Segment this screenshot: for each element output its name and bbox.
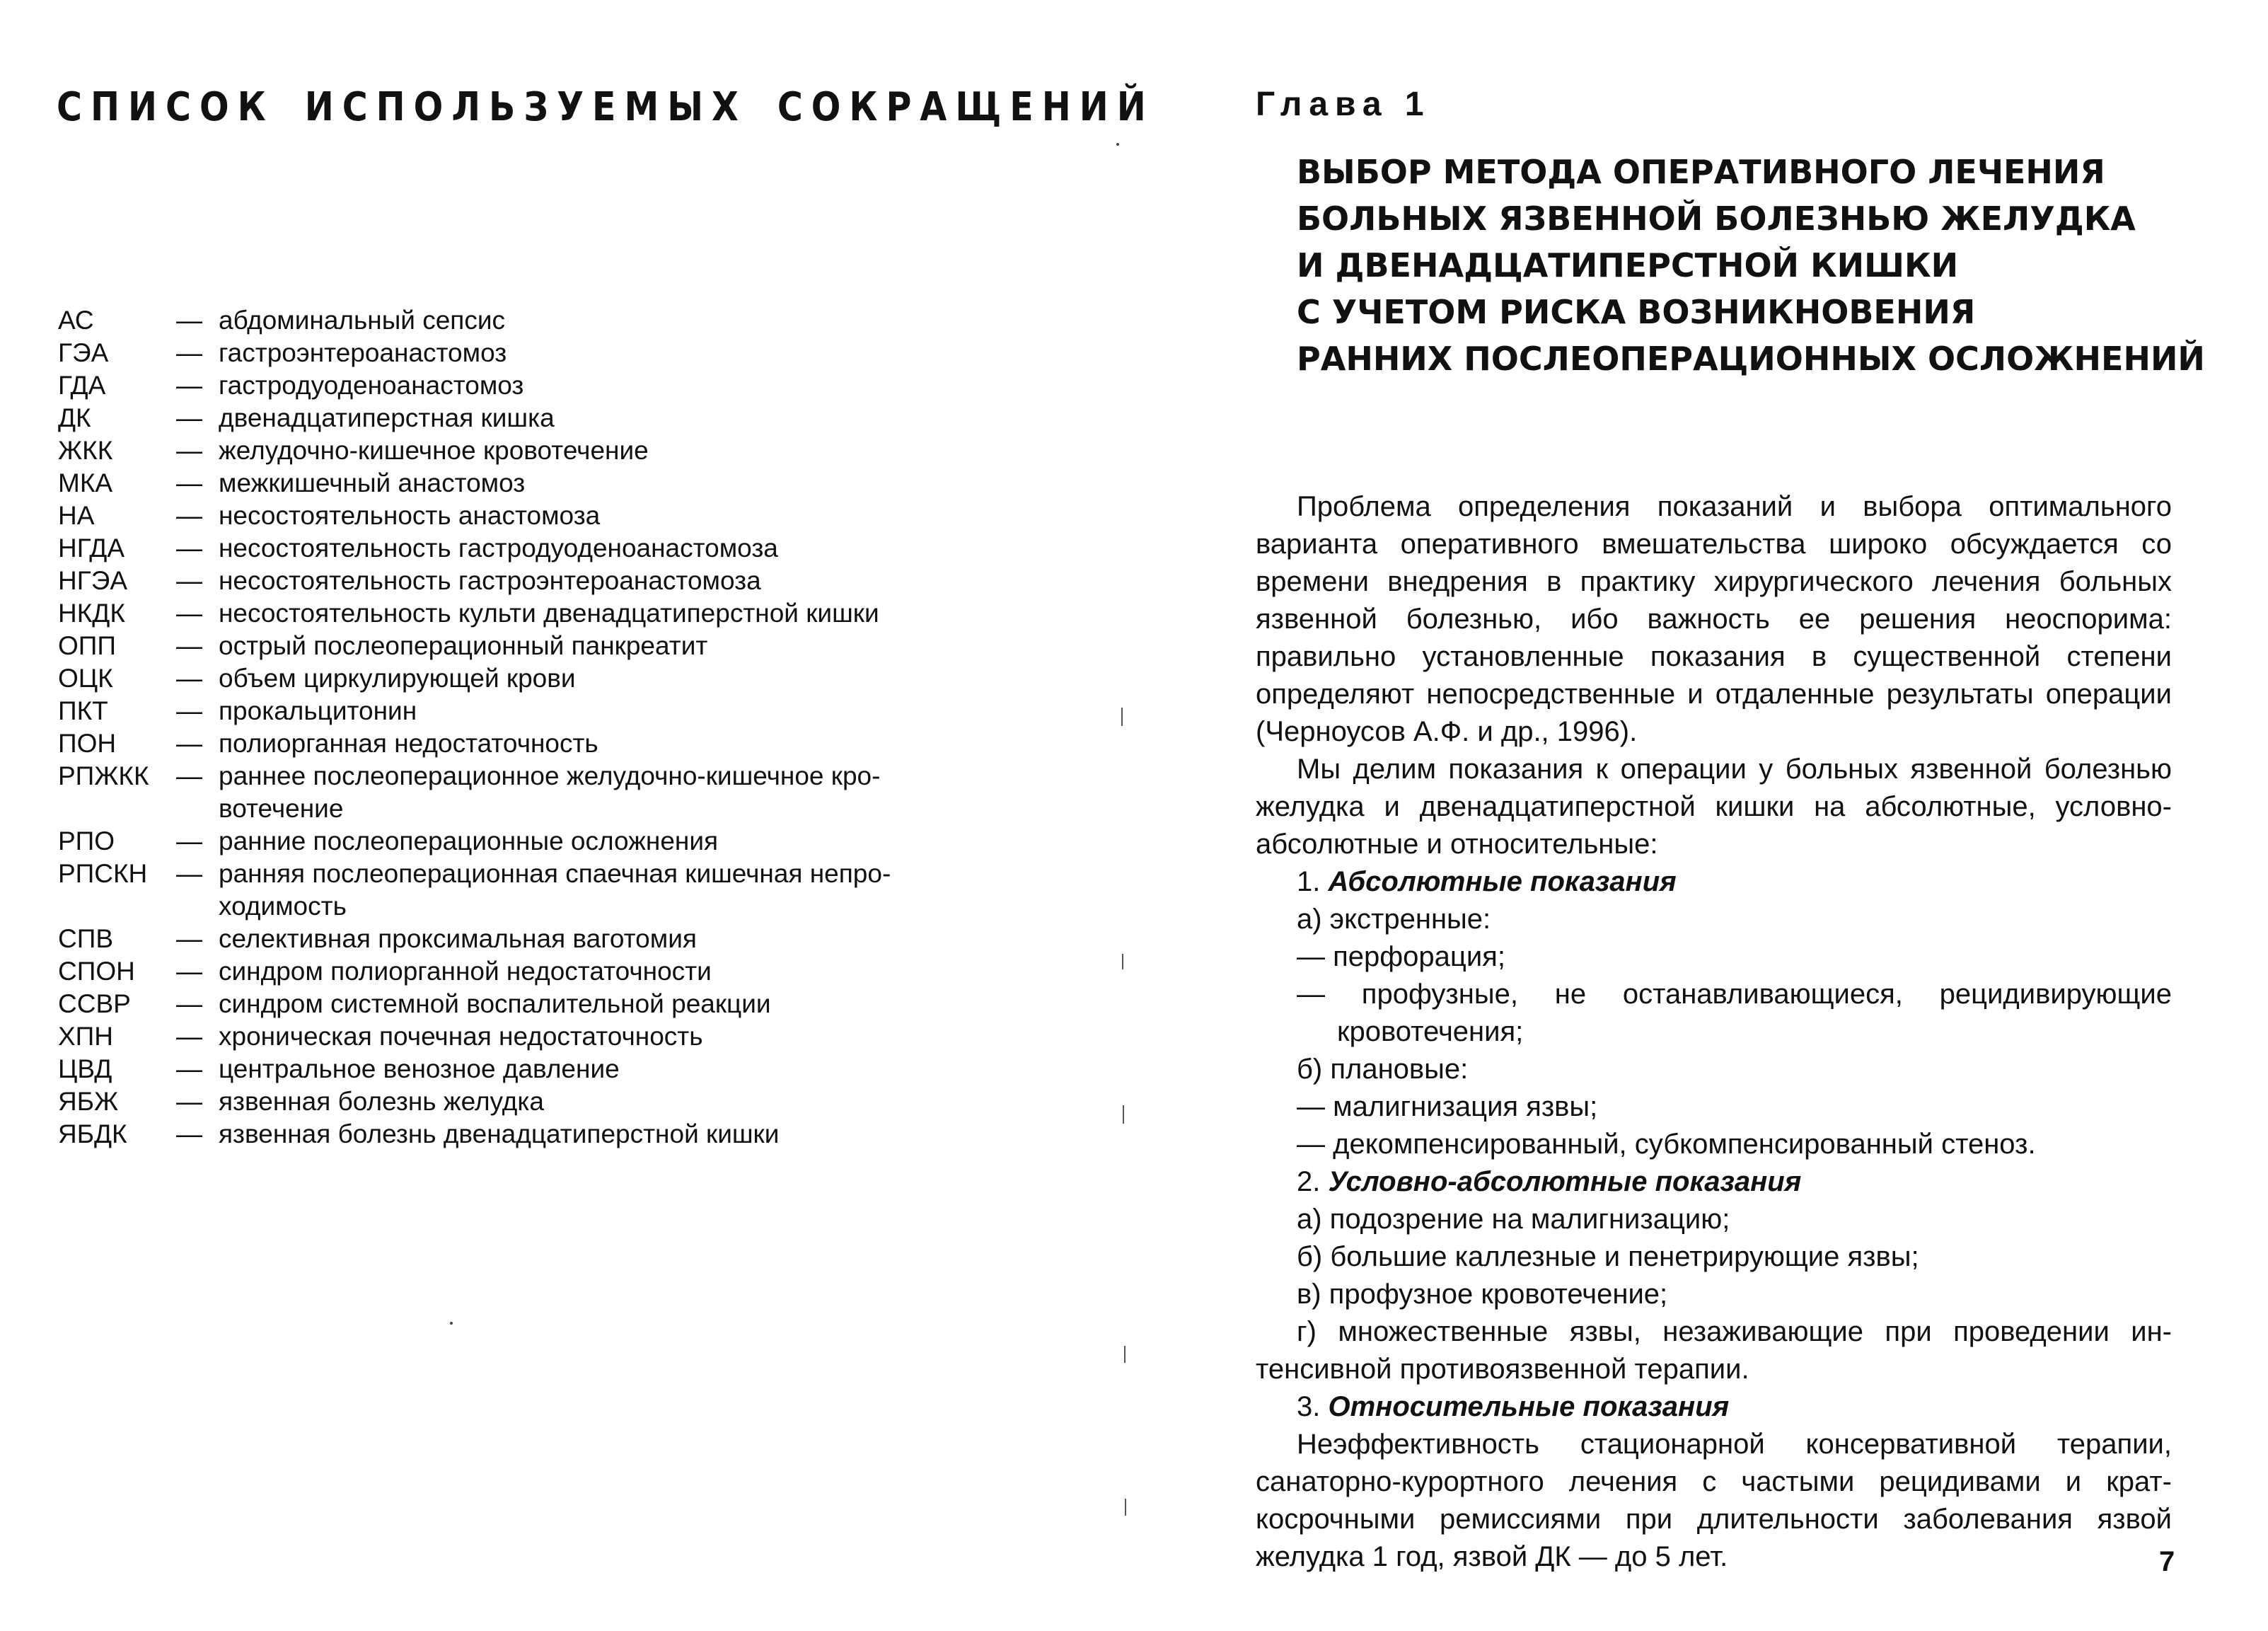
abbreviation-code: ЖКК — [58, 436, 113, 465]
abbreviation-code: ЯБЖ — [58, 1087, 119, 1116]
abbreviation-code: ГЭА — [58, 338, 109, 367]
abbreviation-row — [58, 727, 949, 760]
abbreviation-row — [58, 923, 949, 955]
abbreviation-row — [58, 988, 949, 1020]
abbreviation-dash: — — [176, 631, 202, 660]
abbreviation-definition — [219, 1020, 949, 1053]
abbreviation-dash: — — [176, 1022, 202, 1051]
abbreviation-dash: — — [176, 371, 202, 400]
abbreviation-code: ПКТ — [58, 696, 108, 725]
abbreviation-code: НА — [58, 501, 95, 530]
abbreviation-definition — [219, 597, 949, 630]
abbreviation-definition — [219, 825, 949, 858]
abbreviation-code: ССВР — [58, 989, 131, 1018]
gutter-mark — [1123, 1105, 1124, 1124]
abbreviation-definition — [219, 760, 949, 825]
abbreviation-definition — [219, 565, 949, 597]
abbreviation-dash: — — [176, 696, 202, 725]
abbreviation-definition — [219, 337, 949, 369]
chapter-title-line: ВЫБОР МЕТОДА ОПЕРАТИВНОГО ЛЕЧЕНИЯ — [1297, 153, 2105, 191]
abbreviation-definition — [219, 695, 949, 727]
abbreviation-definition — [219, 1085, 949, 1118]
section-1-a-item: — перфорация; — [1297, 941, 1505, 972]
abbreviation-dash: — — [176, 664, 202, 693]
section-1-b-item: — малигнизация язвы; — [1297, 1091, 1598, 1122]
abbreviation-definition-text: объем циркулирующей крови — [219, 664, 576, 693]
abbreviation-code: РПЖКК — [58, 761, 149, 790]
abbreviation-definition-text: несостоятельность культи двенадцатиперстной кишки — [219, 599, 879, 628]
abbreviation-code: ГДА — [58, 371, 106, 400]
abbreviation-definition-text: гастроэнтероанастомоз — [219, 338, 507, 367]
abbreviation-row — [58, 1053, 949, 1085]
section-2-item: в) профузное кровотечение; — [1297, 1279, 1668, 1310]
abbreviation-code: СПВ — [58, 924, 113, 953]
abbreviation-definition — [219, 858, 949, 923]
abbreviation-dash: — — [176, 599, 202, 628]
abbreviation-dash: — — [176, 957, 202, 986]
abbreviation-code: СПОН — [58, 957, 135, 986]
abbreviation-definition — [219, 434, 949, 467]
abbreviation-code: НКДК — [58, 599, 125, 628]
abbreviation-row — [58, 630, 949, 662]
abbreviation-definition-text: гастродуоденоанастомоз — [219, 371, 524, 400]
abbreviation-row — [58, 760, 949, 825]
abbreviation-definition — [219, 662, 949, 695]
abbreviation-code: РПО — [58, 826, 115, 855]
abbreviation-definition — [219, 923, 949, 955]
abbreviation-row — [58, 565, 949, 597]
abbreviations-list — [58, 304, 949, 1151]
abbreviation-row — [58, 434, 949, 467]
abbreviation-definition-text: несостоятельность анастомоза — [219, 501, 601, 530]
abbreviation-definition-text: синдром системной воспалительной реакции — [219, 989, 771, 1018]
section-3-text: Неэффективность стационарной консервативной терапии, санаторно-курортного лечения с частыми рецидивами и краткосрочными ремиссиями при длительности заболевания язвой желудка 1 год, язвой ДК — до 5 лет. — [1256, 1429, 2172, 1572]
abbreviation-definition-text: язвенная болезнь двенадцатиперстной кишки — [219, 1119, 780, 1148]
abbreviation-row — [58, 662, 949, 695]
chapter-title-line: РАННИХ ПОСЛЕОПЕРАЦИОННЫХ ОСЛОЖНЕНИЙ — [1297, 340, 2205, 378]
abbreviation-definition-continuation: вотечение — [219, 794, 344, 823]
section-2-item: б) большие каллезные и пенетрирующие язвы; — [1297, 1241, 1919, 1272]
abbreviation-definition-text: острый послеоперационный панкреатит — [219, 631, 708, 660]
abbreviation-code: ПОН — [58, 729, 117, 758]
abbreviation-row — [58, 532, 949, 565]
abbreviation-row — [58, 1020, 949, 1053]
abbreviation-definition — [219, 304, 949, 337]
abbreviation-definition-text: желудочно-кишечное кровотечение — [219, 436, 649, 465]
abbreviation-row — [58, 1118, 949, 1151]
abbreviation-definition — [219, 630, 949, 662]
abbreviation-dash: — — [176, 501, 202, 530]
abbreviation-definition — [219, 369, 949, 402]
chapter-title-line: БОЛЬНЫХ ЯЗВЕННОЙ БОЛЕЗНЬЮ ЖЕЛУДКА — [1297, 200, 2136, 238]
abbreviation-dash: — — [176, 826, 202, 855]
abbreviation-dash: — — [176, 924, 202, 953]
abbreviation-row — [58, 825, 949, 858]
abbreviation-row — [58, 500, 949, 532]
section-1-a-item: — профузные, не останавливающиеся, рецидивирующие кровотечения; — [1297, 979, 2172, 1047]
gutter-mark — [1122, 954, 1123, 969]
abbreviation-definition — [219, 988, 949, 1020]
abbreviation-definition — [219, 1053, 949, 1085]
chapter-label: Глава 1 — [1256, 86, 1431, 123]
abbreviation-dash: — — [176, 1054, 202, 1083]
abbreviation-dash: — — [176, 436, 202, 465]
abbreviation-dash: — — [176, 338, 202, 367]
abbreviation-row — [58, 955, 949, 988]
abbreviation-code: РПСКН — [58, 859, 148, 888]
gutter-mark — [1121, 708, 1123, 726]
abbreviation-dash: — — [176, 989, 202, 1018]
abbreviation-row — [58, 695, 949, 727]
abbreviation-definition — [219, 467, 949, 500]
abbreviation-definition-text: абдоминальный сепсис — [219, 306, 506, 335]
abbreviation-code: ДК — [58, 403, 91, 432]
abbreviation-definition-text: полиорганная недостаточность — [219, 729, 598, 758]
abbreviation-definition-continuation: ходимость — [219, 892, 347, 921]
chapter-title — [1297, 149, 2205, 382]
abbreviation-row — [58, 402, 949, 434]
abbreviation-definition — [219, 955, 949, 988]
abbreviation-dash: — — [176, 761, 202, 790]
section-1-b-item: — декомпенсированный, субкомпенсированный стеноз. — [1297, 1129, 2036, 1160]
scan-speck — [450, 1322, 453, 1325]
abbreviation-definition-text: несостоятельность гастроэнтероанастомоза — [219, 566, 761, 595]
section-1-sub-a: а) экстренные: — [1297, 904, 1491, 935]
abbreviation-definition-text: несостоятельность гастродуоденоанастомоза — [219, 534, 778, 563]
abbreviation-row — [58, 337, 949, 369]
abbreviation-code: ЦВД — [58, 1054, 112, 1083]
abbreviation-definition-text: язвенная болезнь желудка — [219, 1087, 544, 1116]
chapter-body — [1256, 488, 2172, 1576]
abbreviation-code: ОПП — [58, 631, 116, 660]
abbreviation-dash: — — [176, 1119, 202, 1148]
abbreviation-definition-text: ранняя послеоперационная спаечная кишечная непро- — [219, 859, 891, 888]
abbreviation-row — [58, 467, 949, 500]
page-number: 7 — [2159, 1546, 2175, 1577]
abbreviation-definition — [219, 1118, 949, 1151]
section-1-sub-b: б) плановые: — [1297, 1054, 1469, 1085]
abbreviation-definition-text: селективная проксимальная ваготомия — [219, 924, 697, 953]
abbreviation-dash: — — [176, 403, 202, 432]
abbreviation-row — [58, 304, 949, 337]
abbreviation-dash: — — [176, 534, 202, 563]
abbreviation-definition-text: ранние послеоперационные осложнения — [219, 826, 719, 855]
chapter-title-line: С УЧЕТОМ РИСКА ВОЗНИКНОВЕНИЯ — [1297, 293, 1976, 331]
abbreviation-row — [58, 858, 949, 923]
abbreviation-definition-text: двенадцатиперстная кишка — [219, 403, 555, 432]
section-1-heading: 1. Абсолютные показания — [1297, 866, 1677, 897]
abbreviation-definition — [219, 727, 949, 760]
abbreviation-definition — [219, 500, 949, 532]
abbreviation-definition-text: межкишечный анастомоз — [219, 468, 526, 497]
paragraph-classification: Мы делим показания к операции у больных язвенной болезнью желудка и двенадцатиперстной кишки на абсолютные, условно-абсолютные и относительные: — [1256, 754, 2172, 860]
paragraph-intro: Проблема определения показаний и выбора оптимального варианта оперативного вмешательства широко обсуждается со времени внедрения в практику хирургического лечения больных язвенной болезнью, ибо важность ее решения неоспорима: правильно установленные показания в существенной степени определяют непосредственные и отдаленные результаты операции (Черноусов А.Ф. и др., 1996). — [1256, 491, 2172, 747]
section-2-item: г) множественные язвы, незаживающие при проведении интенсивной противоязвенной терапии. — [1256, 1316, 2172, 1385]
abbreviation-definition-text: хроническая почечная недостаточность — [219, 1022, 703, 1051]
section-2-heading: 2. Условно-абсолютные показания — [1297, 1166, 1802, 1197]
abbreviation-definition-text: раннее послеоперационное желудочно-кишечное кро- — [219, 761, 881, 790]
abbreviation-row — [58, 597, 949, 630]
section-2-item: а) подозрение на малигнизацию; — [1297, 1204, 1730, 1235]
chapter-title-line: И ДВЕНАДЦАТИПЕРСТНОЙ КИШКИ — [1297, 246, 1959, 284]
abbreviation-code: АС — [58, 306, 94, 335]
abbreviation-code: ЯБДК — [58, 1119, 127, 1148]
abbreviations-title: СПИСОК ИСПОЛЬЗУЕМЫХ СОКРАЩЕНИЙ — [57, 83, 1155, 130]
abbreviation-code: ОЦК — [58, 664, 113, 693]
abbreviation-dash: — — [176, 859, 202, 888]
abbreviation-definition-text: прокальцитонин — [219, 696, 417, 725]
abbreviation-code: МКА — [58, 468, 113, 497]
abbreviation-code: НГЭА — [58, 566, 128, 595]
abbreviation-dash: — — [176, 306, 202, 335]
abbreviation-definition — [219, 532, 949, 565]
abbreviation-dash: — — [176, 468, 202, 497]
abbreviation-definition — [219, 402, 949, 434]
abbreviation-code: ХПН — [58, 1022, 113, 1051]
abbreviation-dash: — — [176, 729, 202, 758]
abbreviation-definition-text: центральное венозное давление — [219, 1054, 620, 1083]
abbreviation-dash: — — [176, 566, 202, 595]
abbreviation-row — [58, 1085, 949, 1118]
abbreviation-definition-text: синдром полиорганной недостаточности — [219, 957, 712, 986]
abbreviation-dash: — — [176, 1087, 202, 1116]
abbreviation-row — [58, 369, 949, 402]
abbreviation-code: НГДА — [58, 534, 125, 563]
scan-speck — [1116, 143, 1119, 146]
section-3-heading: 3. Относительные показания — [1297, 1391, 1730, 1422]
